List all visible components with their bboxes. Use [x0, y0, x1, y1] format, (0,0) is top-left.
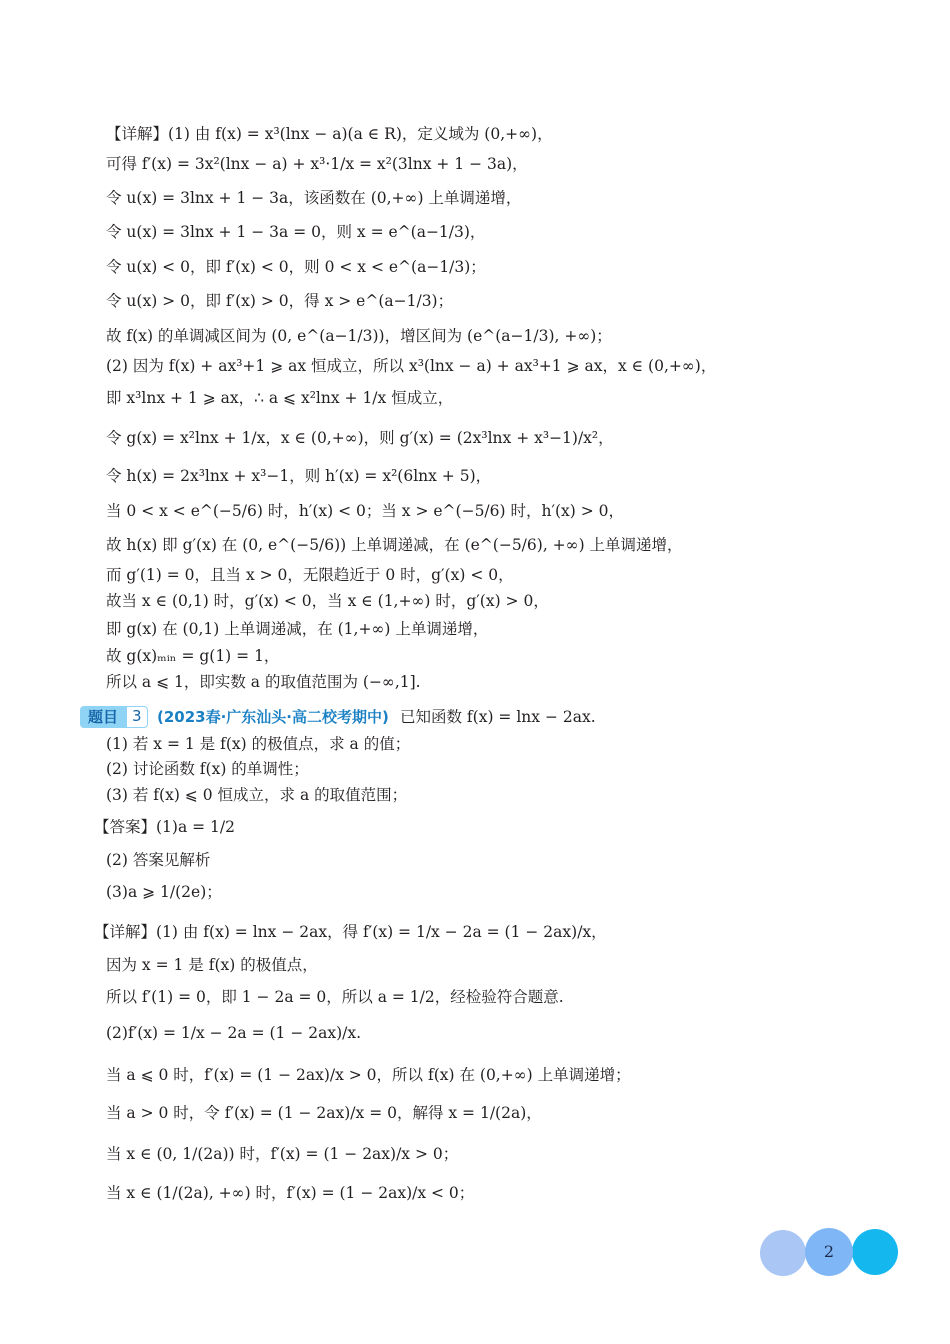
text-line: 所以 a ⩽ 1，即实数 a 的取值范围为 (−∞,1].: [106, 673, 421, 691]
text-line: 故 f(x) 的单调减区间为 (0, e^(a−1/3))，增区间为 (e^(a−1/3), +∞)；: [106, 327, 612, 345]
question-label: 题目: [80, 706, 126, 728]
text-line: 即 x³lnx + 1 ⩾ ax，∴ a ⩽ x²lnx + 1/x 恒成立，: [106, 389, 454, 407]
text-line: 令 u(x) = 3lnx + 1 − 3a，该函数在 (0,+∞) 上单调递增，: [106, 189, 522, 207]
text-line: 而 g′(1) = 0，且当 x > 0，无限趋近于 0 时，g′(x) < 0，: [106, 566, 514, 584]
text-line: (2) 答案见解析: [106, 851, 211, 869]
text-line: 【详解】(1) 由 f(x) = lnx − 2ax，得 f′(x) = 1/x − 2a = (1 − 2ax)/x，: [94, 923, 607, 941]
text-line: 可得 f′(x) = 3x²(lnx − a) + x³·1/x = x²(3lnx + 1 − 3a)，: [106, 155, 528, 173]
text-line: 故 g(x)ₘᵢₙ = g(1) = 1，: [106, 647, 280, 665]
text-line: 因为 x = 1 是 f(x) 的极值点，: [106, 956, 318, 974]
text-line: 当 x ∈ (1/(2a), +∞) 时，f′(x) = (1 − 2ax)/x < 0；: [106, 1184, 475, 1202]
decor-circle-right: [852, 1229, 898, 1275]
text-line: (3) 若 f(x) ⩽ 0 恒成立，求 a 的取值范围；: [106, 786, 408, 804]
text-line: (1) 若 x = 1 是 f(x) 的极值点，求 a 的值；: [106, 735, 411, 753]
text-line: (3)a ⩾ 1/(2e)；: [106, 883, 222, 901]
text-line: (2) 讨论函数 f(x) 的单调性；: [106, 760, 309, 778]
text-line: 当 a > 0 时，令 f′(x) = (1 − 2ax)/x = 0，解得 x = 1/(2a)，: [106, 1104, 542, 1122]
text-line: 令 g(x) = x²lnx + 1/x，x ∈ (0,+∞)，则 g′(x) = (2x³lnx + x³−1)/x²，: [106, 429, 614, 447]
text-line: (2)f′(x) = 1/x − 2a = (1 − 2ax)/x.: [106, 1024, 362, 1042]
text-line: 令 u(x) > 0，即 f′(x) > 0，得 x > e^(a−1/3)；: [106, 292, 454, 310]
page-number: 2: [823, 1242, 835, 1261]
text-line: 当 0 < x < e^(−5/6) 时，h′(x) < 0；当 x > e^(−5/6) 时，h′(x) > 0，: [106, 502, 625, 520]
text-line: 【答案】(1)a = 1/2: [94, 818, 235, 836]
question-source: (2023春·广东汕头·高二校考期中): [157, 708, 389, 726]
text-line: 即 g(x) 在 (0,1) 上单调递减，在 (1,+∞) 上单调递增，: [106, 620, 489, 638]
text-line: 【详解】(1) 由 f(x) = x³(lnx − a)(a ∈ R)，定义域为 (0,+∞)，: [106, 125, 553, 143]
text-line: 令 u(x) = 3lnx + 1 − 3a = 0，则 x = e^(a−1/3)，: [106, 223, 486, 241]
text-line: 故当 x ∈ (0,1) 时，g′(x) < 0，当 x ∈ (1,+∞) 时，g′(x) > 0，: [106, 592, 549, 610]
question-stem: 已知函数 f(x) = lnx − 2ax.: [400, 708, 596, 726]
text-line: 令 h(x) = 2x³lnx + x³−1，则 h′(x) = x²(6lnx + 5)，: [106, 467, 492, 485]
text-line: 当 x ∈ (0, 1/(2a)) 时，f′(x) = (1 − 2ax)/x > 0；: [106, 1145, 459, 1163]
question-number: 3: [126, 706, 148, 728]
text-line: 令 u(x) < 0，即 f′(x) < 0，则 0 < x < e^(a−1/3)；: [106, 258, 486, 276]
text-line: 故 h(x) 即 g′(x) 在 (0, e^(−5/6)) 上单调递减，在 (e^(−5/6), +∞) 上单调递增，: [106, 536, 683, 554]
question-tag: [80, 706, 148, 728]
decor-circle-left: [760, 1230, 806, 1276]
text-line: 所以 f′(1) = 0，即 1 − 2a = 0，所以 a = 1/2，经检验符合题意.: [106, 988, 564, 1006]
page-number-badge: [760, 1228, 900, 1276]
text-line: 当 a ⩽ 0 时，f′(x) = (1 − 2ax)/x > 0，所以 f(x) 在 (0,+∞) 上单调递增；: [106, 1066, 631, 1084]
text-line: (2) 因为 f(x) + ax³+1 ⩾ ax 恒成立，所以 x³(lnx − a) + ax³+1 ⩾ ax，x ∈ (0,+∞)，: [106, 357, 717, 375]
